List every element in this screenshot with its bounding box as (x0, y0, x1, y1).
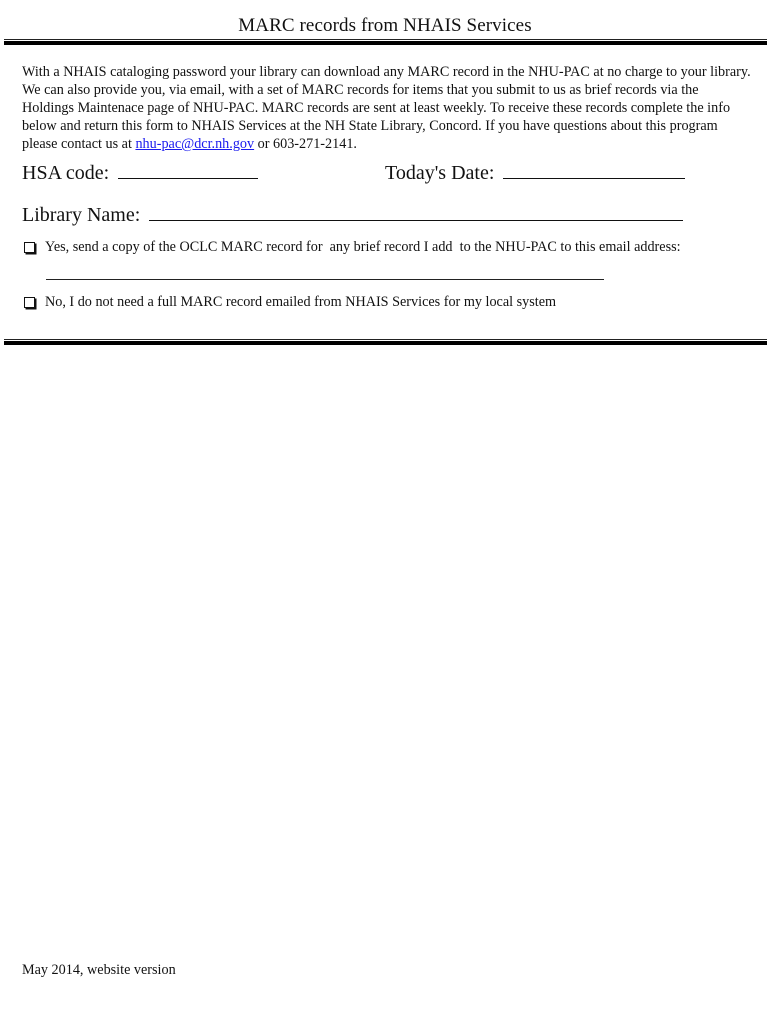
document-title: MARC records from NHAIS Services (238, 15, 532, 36)
email-address-input[interactable] (46, 279, 604, 280)
option-yes-label: Yes, send a copy of the OCLC MARC record for any brief record I add to the NHU-PAC to this email address: (45, 239, 681, 255)
intro-phone-text: or 603-271-2141. (254, 136, 357, 152)
checkbox-yes-icon[interactable] (24, 242, 35, 253)
divider-thick-line (4, 41, 767, 45)
option-no-label: No, I do not need a full MARC record emailed from NHAIS Services for my local system (45, 294, 557, 310)
option-no[interactable] (22, 294, 556, 311)
footer-version-note: May 2014, website version (22, 962, 176, 978)
todays-date-input[interactable] (503, 160, 685, 179)
option-yes[interactable] (22, 239, 681, 256)
todays-date-label: Today's Date: (385, 162, 495, 184)
intro-text: With a NHAIS cataloging password your library can download any MARC record in the NHU-PAC at no charge to your library. We can also provide you, via email, with a set of MARC records for items that you submit to us as brief records via the Holdings Maintenace page of NHU-PAC. MARC records are sent at least weekly. To receive these records complete the info below and return this form to NHAIS Services at the NH State Library, Concord. If you have questions about this program please contact us at (22, 64, 751, 152)
bottom-divider (4, 339, 767, 345)
hsa-code-input[interactable] (118, 160, 258, 179)
hsa-code-label: HSA code: (22, 162, 110, 184)
todays-date-field (385, 160, 685, 185)
library-name-label: Library Name: (22, 204, 141, 226)
intro-paragraph (22, 63, 752, 153)
library-name-input[interactable] (149, 202, 683, 221)
hsa-code-field (22, 160, 258, 185)
email-link[interactable]: nhu-pac@dcr.nh.gov (135, 136, 255, 152)
library-name-field (22, 202, 683, 227)
divider-thick-line (4, 341, 767, 345)
checkbox-no-icon[interactable] (24, 297, 35, 308)
top-divider (4, 39, 767, 45)
